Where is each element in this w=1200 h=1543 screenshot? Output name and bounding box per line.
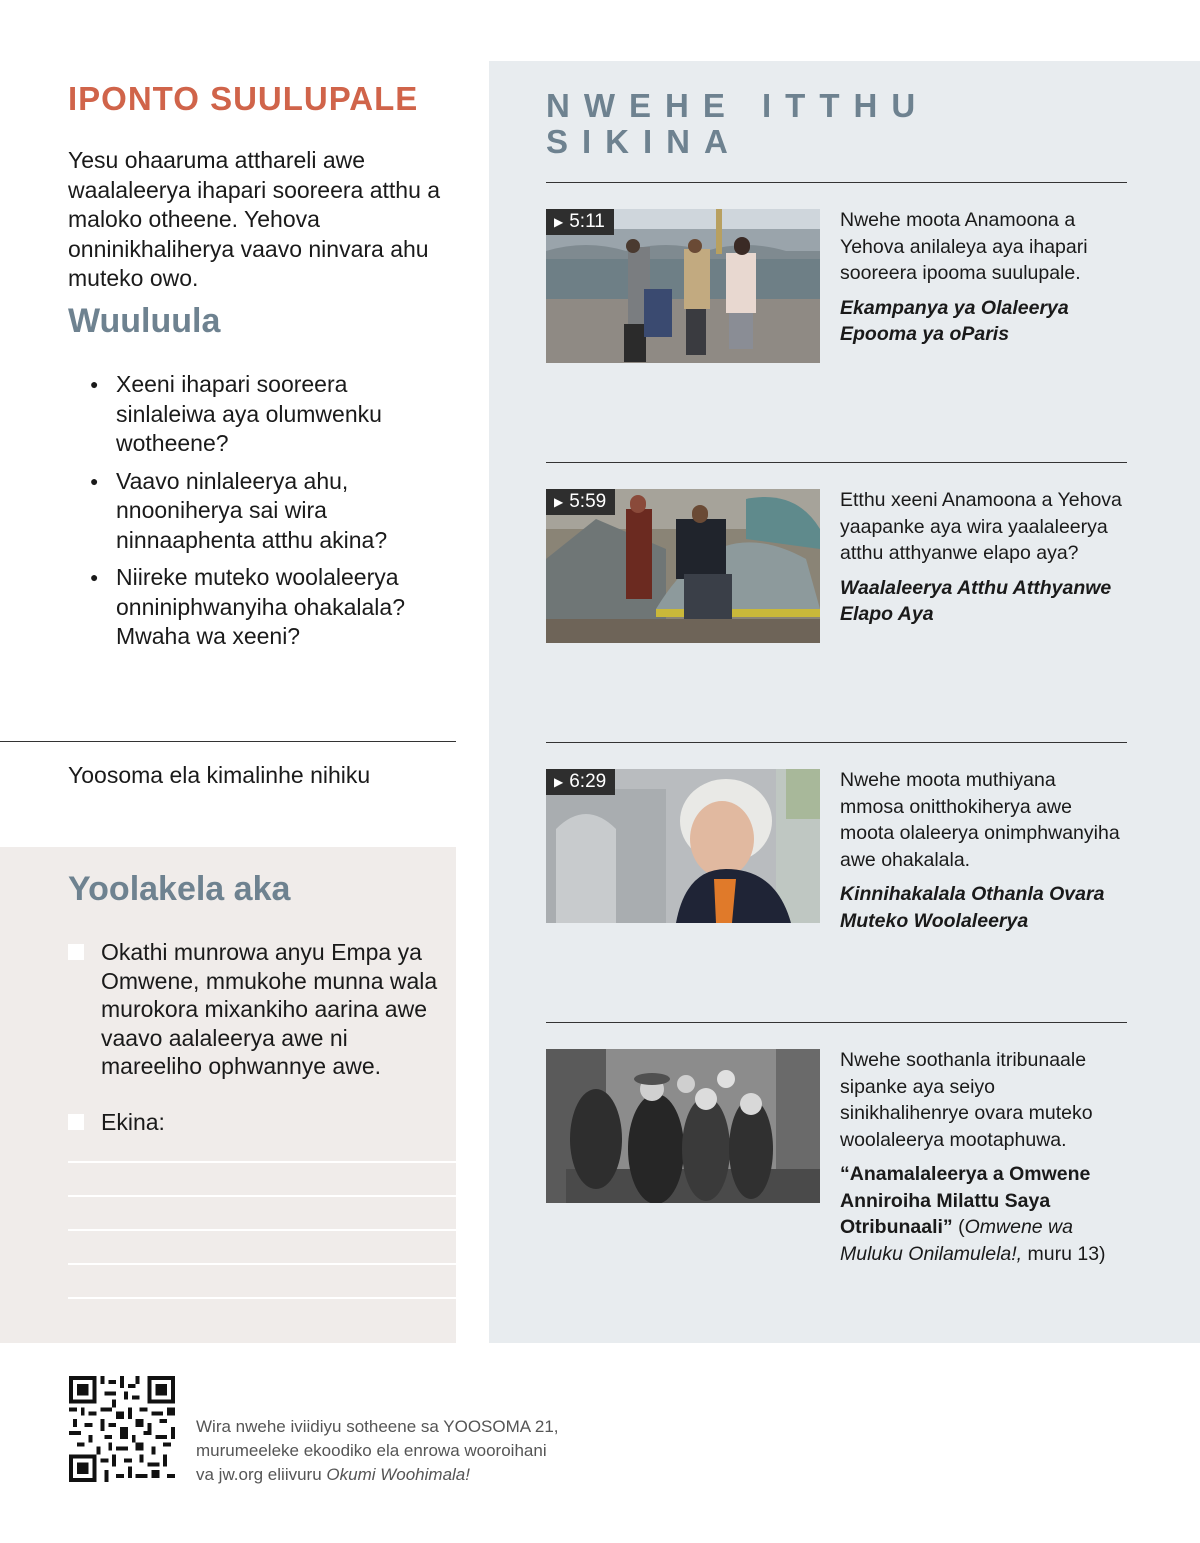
write-line[interactable] [68,1229,456,1231]
reference-description-text: Nwehe soothanla itribunaale sipanke aya seiyo sinikhalihenrye ovara muteko woolaleerya mootaphuwa. [840,1049,1093,1151]
overview-body: Yesu ohaaruma atthareli awe waalaleerya ihapari sooreera atthu a maloko otheene. Yehova onninikhaliherya vaavo ninvara ahu muteko owo. [68,147,441,291]
reference-title: “Anamalaleerya a Omwene Anniroiha Milattu Saya Otribunaali” [840,1163,1091,1238]
goal-item [68,938,438,1081]
video-thumbnail-woman[interactable] [546,769,820,923]
video-description [840,487,1125,628]
video-title[interactable]: Kinnihakalala Othanla Ovara Muteko Woolaleerya [840,883,1105,932]
qr-code-icon[interactable] [68,1376,176,1482]
discuss-question: ● Vaavo ninlaleerya ahu, nnooniherya sai wira ninnaaphenta atthu akina? [90,467,450,556]
video-thumbnail-paris[interactable] [546,209,820,363]
reference-open-paren: ( [952,1216,965,1238]
goal-checkbox[interactable] [68,1114,84,1130]
footer-line [196,1463,559,1487]
video-title[interactable]: Ekampanya ya Olaleerya Epooma ya oParis [840,296,1069,345]
video-duration: 5:11 [569,211,605,232]
discuss-question: ● Xeeni ihapari sooreera sinlaleiwa aya olumwenku wotheene? [90,370,450,459]
write-line[interactable] [68,1195,456,1197]
reference-description [840,1047,1125,1267]
footer-book-title: Okumi Woohimala! [326,1465,470,1484]
goal-item-text: Okathi munrowa anyu Empa ya Omwene, mmukohe munna wala murokora mixankiho aarina awe vaavo aalaleerya awe ni mareeliho ophwannye awe. [101,939,438,1079]
footer-line: murumeeleke ekoodiko ela enrowa wooroihani [196,1441,547,1460]
play-icon: ▶ [554,215,564,229]
video-title[interactable]: Waalaleerya Atthu Atthyanwe Elapo Aya [840,576,1112,625]
video-duration-badge [546,769,615,795]
footer-line-prefix: va jw.org eliivuru [196,1465,327,1484]
video-description [840,207,1125,348]
video-description-text: Etthu xeeni Anamoona a Yehova yaapanke aya wira yaalaleerya atthu atthyanwe elapo aya? [840,489,1122,564]
reference-source: Omwene wa Muluku Onilamulela!, [840,1216,1073,1265]
video-separator [546,742,1127,743]
video-thumbnail-tents[interactable] [546,489,820,643]
reference-citation[interactable] [840,1161,1125,1267]
goal-box [0,847,456,1343]
discuss-question: ● Niireke muteko woolaleerya onniniphwanyiha ohakalala? Mwaha wa xeeni? [90,563,450,652]
play-icon: ▶ [554,495,564,509]
historical-photo [546,1049,820,1203]
goal-item-other [68,1108,165,1137]
video-separator [546,1022,1127,1023]
video-separator [546,182,1127,183]
section-divider [0,741,456,742]
overview-title: IPONTO SUULUPALE [68,80,419,117]
play-icon: ▶ [554,775,564,789]
discuss-title: Wuuluula [68,302,221,340]
historical-photo-image [546,1049,820,1203]
write-line[interactable] [68,1161,456,1163]
video-duration: 6:29 [569,771,607,792]
write-line[interactable] [68,1263,456,1265]
goal-item-text: Ekina: [101,1109,165,1135]
video-description-text: Nwehe moota Anamoona a Yehova anilaleya aya ihapari sooreera ipooma suulupale. [840,209,1088,284]
learn-more-title: NWEHE ITTHU SIKINA [546,87,930,160]
video-description [840,767,1125,934]
video-description-text: Nwehe moota muthiyana mmosa onitthokiherya awe moota olaleerya onimphwanyiha awe ohakalala. [840,769,1120,871]
video-separator [546,462,1127,463]
footer-line: Wira nwehe iviidiyu sotheene sa YOOSOMA 21, [196,1417,559,1436]
discuss-list [90,370,450,660]
write-line[interactable] [68,1297,456,1299]
goal-checkbox[interactable] [68,944,84,960]
goal-title: Yoolakela aka [68,870,291,908]
video-duration-badge [546,209,614,235]
review-text: Yoosoma ela kimalinhe nihiku [68,762,371,788]
video-duration-badge [546,489,615,515]
video-duration: 5:59 [569,491,607,512]
footer-text [196,1415,559,1487]
reference-chapter: muru 13) [1022,1242,1106,1265]
